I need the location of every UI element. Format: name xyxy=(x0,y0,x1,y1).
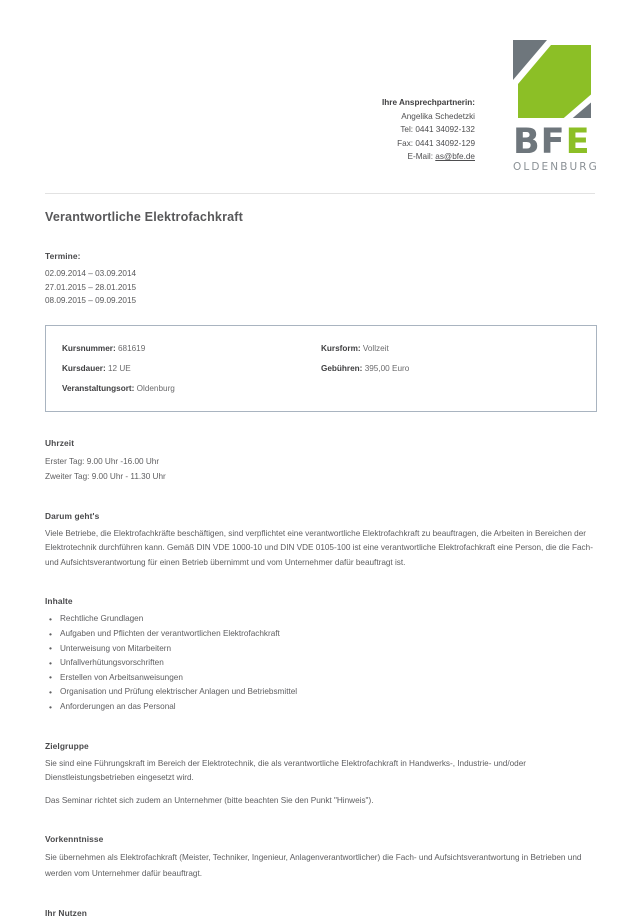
info-label: Gebühren: xyxy=(321,363,363,373)
info-row xyxy=(62,339,580,359)
header-divider xyxy=(45,193,595,194)
info-cell-gebuehren xyxy=(321,359,580,379)
zielgruppe-paragraph-2: Das Seminar richtet sich zudem an Unternehmer (bitte beachten Sie den Punkt "Hinweis"). xyxy=(45,795,374,805)
uhrzeit-line-second-day: Zweiter Tag: 9.00 Uhr - 11.30 Uhr xyxy=(45,472,166,482)
info-cell-empty xyxy=(321,379,580,399)
contact-email-line xyxy=(382,150,475,164)
termine-date: 02.09.2014 – 03.09.2014 xyxy=(45,269,137,278)
contact-email-address[interactable]: as@bfe.de xyxy=(435,152,475,162)
list-item: • Aufgaben und Pflichten der verantwortlichen Elektrofachkraft xyxy=(45,627,597,642)
section-heading-vorkenntnisse: Vorkenntnisse xyxy=(45,834,104,845)
info-value: 12 UE xyxy=(107,363,131,373)
document-content xyxy=(45,210,597,924)
document-header xyxy=(0,0,640,180)
info-value: 681619 xyxy=(117,343,146,353)
list-item: • Anforderungen an das Personal xyxy=(45,700,597,715)
contact-email-label: E-Mail: xyxy=(407,152,436,162)
contact-fax: Fax: 0441 34092-129 xyxy=(397,138,475,148)
list-item: • Erstellen von Arbeitsanweisungen xyxy=(45,671,597,686)
termine-date: 08.09.2015 – 09.09.2015 xyxy=(45,296,137,305)
inhalte-list xyxy=(45,612,597,714)
section-heading-zielgruppe: Zielgruppe xyxy=(45,740,89,751)
contact-name: Angelika Schedetzki xyxy=(401,111,475,121)
list-item: • Organisation und Prüfung elektrischer Anlagen und Betriebsmittel xyxy=(45,685,597,700)
section-heading-inhalte: Inhalte xyxy=(45,596,73,607)
zielgruppe-paragraph-1: Sie sind eine Führungskraft im Bereich der Elektrotechnik, die als verantwortliche Elektrofachkraft in Handwerks-, Industrie- und/oder Dienstleistungsbetrieben eingesetzt wird. xyxy=(45,758,527,783)
info-label: Kursdauer: xyxy=(62,363,106,373)
info-value: Vollzeit xyxy=(362,343,389,353)
info-cell-veranstaltungsort xyxy=(62,379,321,399)
section-heading-ihr-nutzen: Ihr Nutzen xyxy=(45,908,87,919)
info-value: Oldenburg xyxy=(136,383,175,393)
contact-info-block xyxy=(382,96,475,164)
info-label: Veranstaltungsort: xyxy=(62,383,135,393)
section-heading-darum-gehts: Darum geht's xyxy=(45,510,100,521)
bfe-logo-mark-icon xyxy=(513,40,591,118)
bfe-wordmark xyxy=(513,124,595,160)
list-item: • Unfallverhütungsvorschriften xyxy=(45,656,597,671)
page-title: Verantwortliche Elektrofachkraft xyxy=(45,210,243,224)
vorkenntnisse-paragraph: Sie übernehmen als Elektrofachkraft (Meister, Techniker, Ingenieur, Anlagenverantwortlicher) die Fach- und Aufsichtsverantwortung in Betrieben und werden vom Unternehmer dafür beauftragt. xyxy=(45,853,582,879)
info-row xyxy=(62,379,580,399)
bfe-logo xyxy=(513,40,599,173)
info-cell-kursdauer xyxy=(62,359,321,379)
bfe-wordmark-green: E xyxy=(565,122,591,162)
info-row xyxy=(62,359,580,379)
info-label: Kursnummer: xyxy=(62,343,116,353)
list-item: • Unterweisung von Mitarbeitern xyxy=(45,642,597,657)
contact-title: Ihre Ansprechpartnerin: xyxy=(382,98,475,107)
darum-gehts-paragraph: Viele Betriebe, die Elektrofachkräfte beschäftigen, sind verpflichtet eine verantwortliche Elektrofachkraft zu beauftragen, die Arbeiten in Bereichen der Elektrotechnik durchführen kann. Gemäß DIN VDE 1000-10 und DIN VDE 0105-100 ist eine verantwortliche Elektrofachkraft eine Person, die die Fach- und Aufsichtsverantwortung für einen Betrieb übernimmt und vom Unternehmer dafür beauftragt ist. xyxy=(45,528,593,567)
course-info-box xyxy=(45,325,597,412)
contact-phone: Tel: 0441 34092-132 xyxy=(400,125,475,135)
section-heading-termine: Termine: xyxy=(45,251,81,261)
bfe-logo-subtitle: OLDENBURG xyxy=(513,161,599,173)
section-heading-uhrzeit: Uhrzeit xyxy=(45,437,75,448)
list-item: • Rechtliche Grundlagen xyxy=(45,612,597,627)
info-label: Kursform: xyxy=(321,343,361,353)
info-cell-kursform xyxy=(321,339,580,359)
green-arrow-shape-icon xyxy=(513,40,591,118)
uhrzeit-line-first-day: Erster Tag: 9.00 Uhr -16.00 Uhr xyxy=(45,456,160,466)
termine-date: 27.01.2015 – 28.01.2015 xyxy=(45,282,137,292)
info-cell-kursnummer xyxy=(62,339,321,359)
termine-dates-list xyxy=(45,267,597,308)
bfe-wordmark-gray: BF xyxy=(513,122,566,162)
info-value: 395,00 Euro xyxy=(364,363,410,373)
